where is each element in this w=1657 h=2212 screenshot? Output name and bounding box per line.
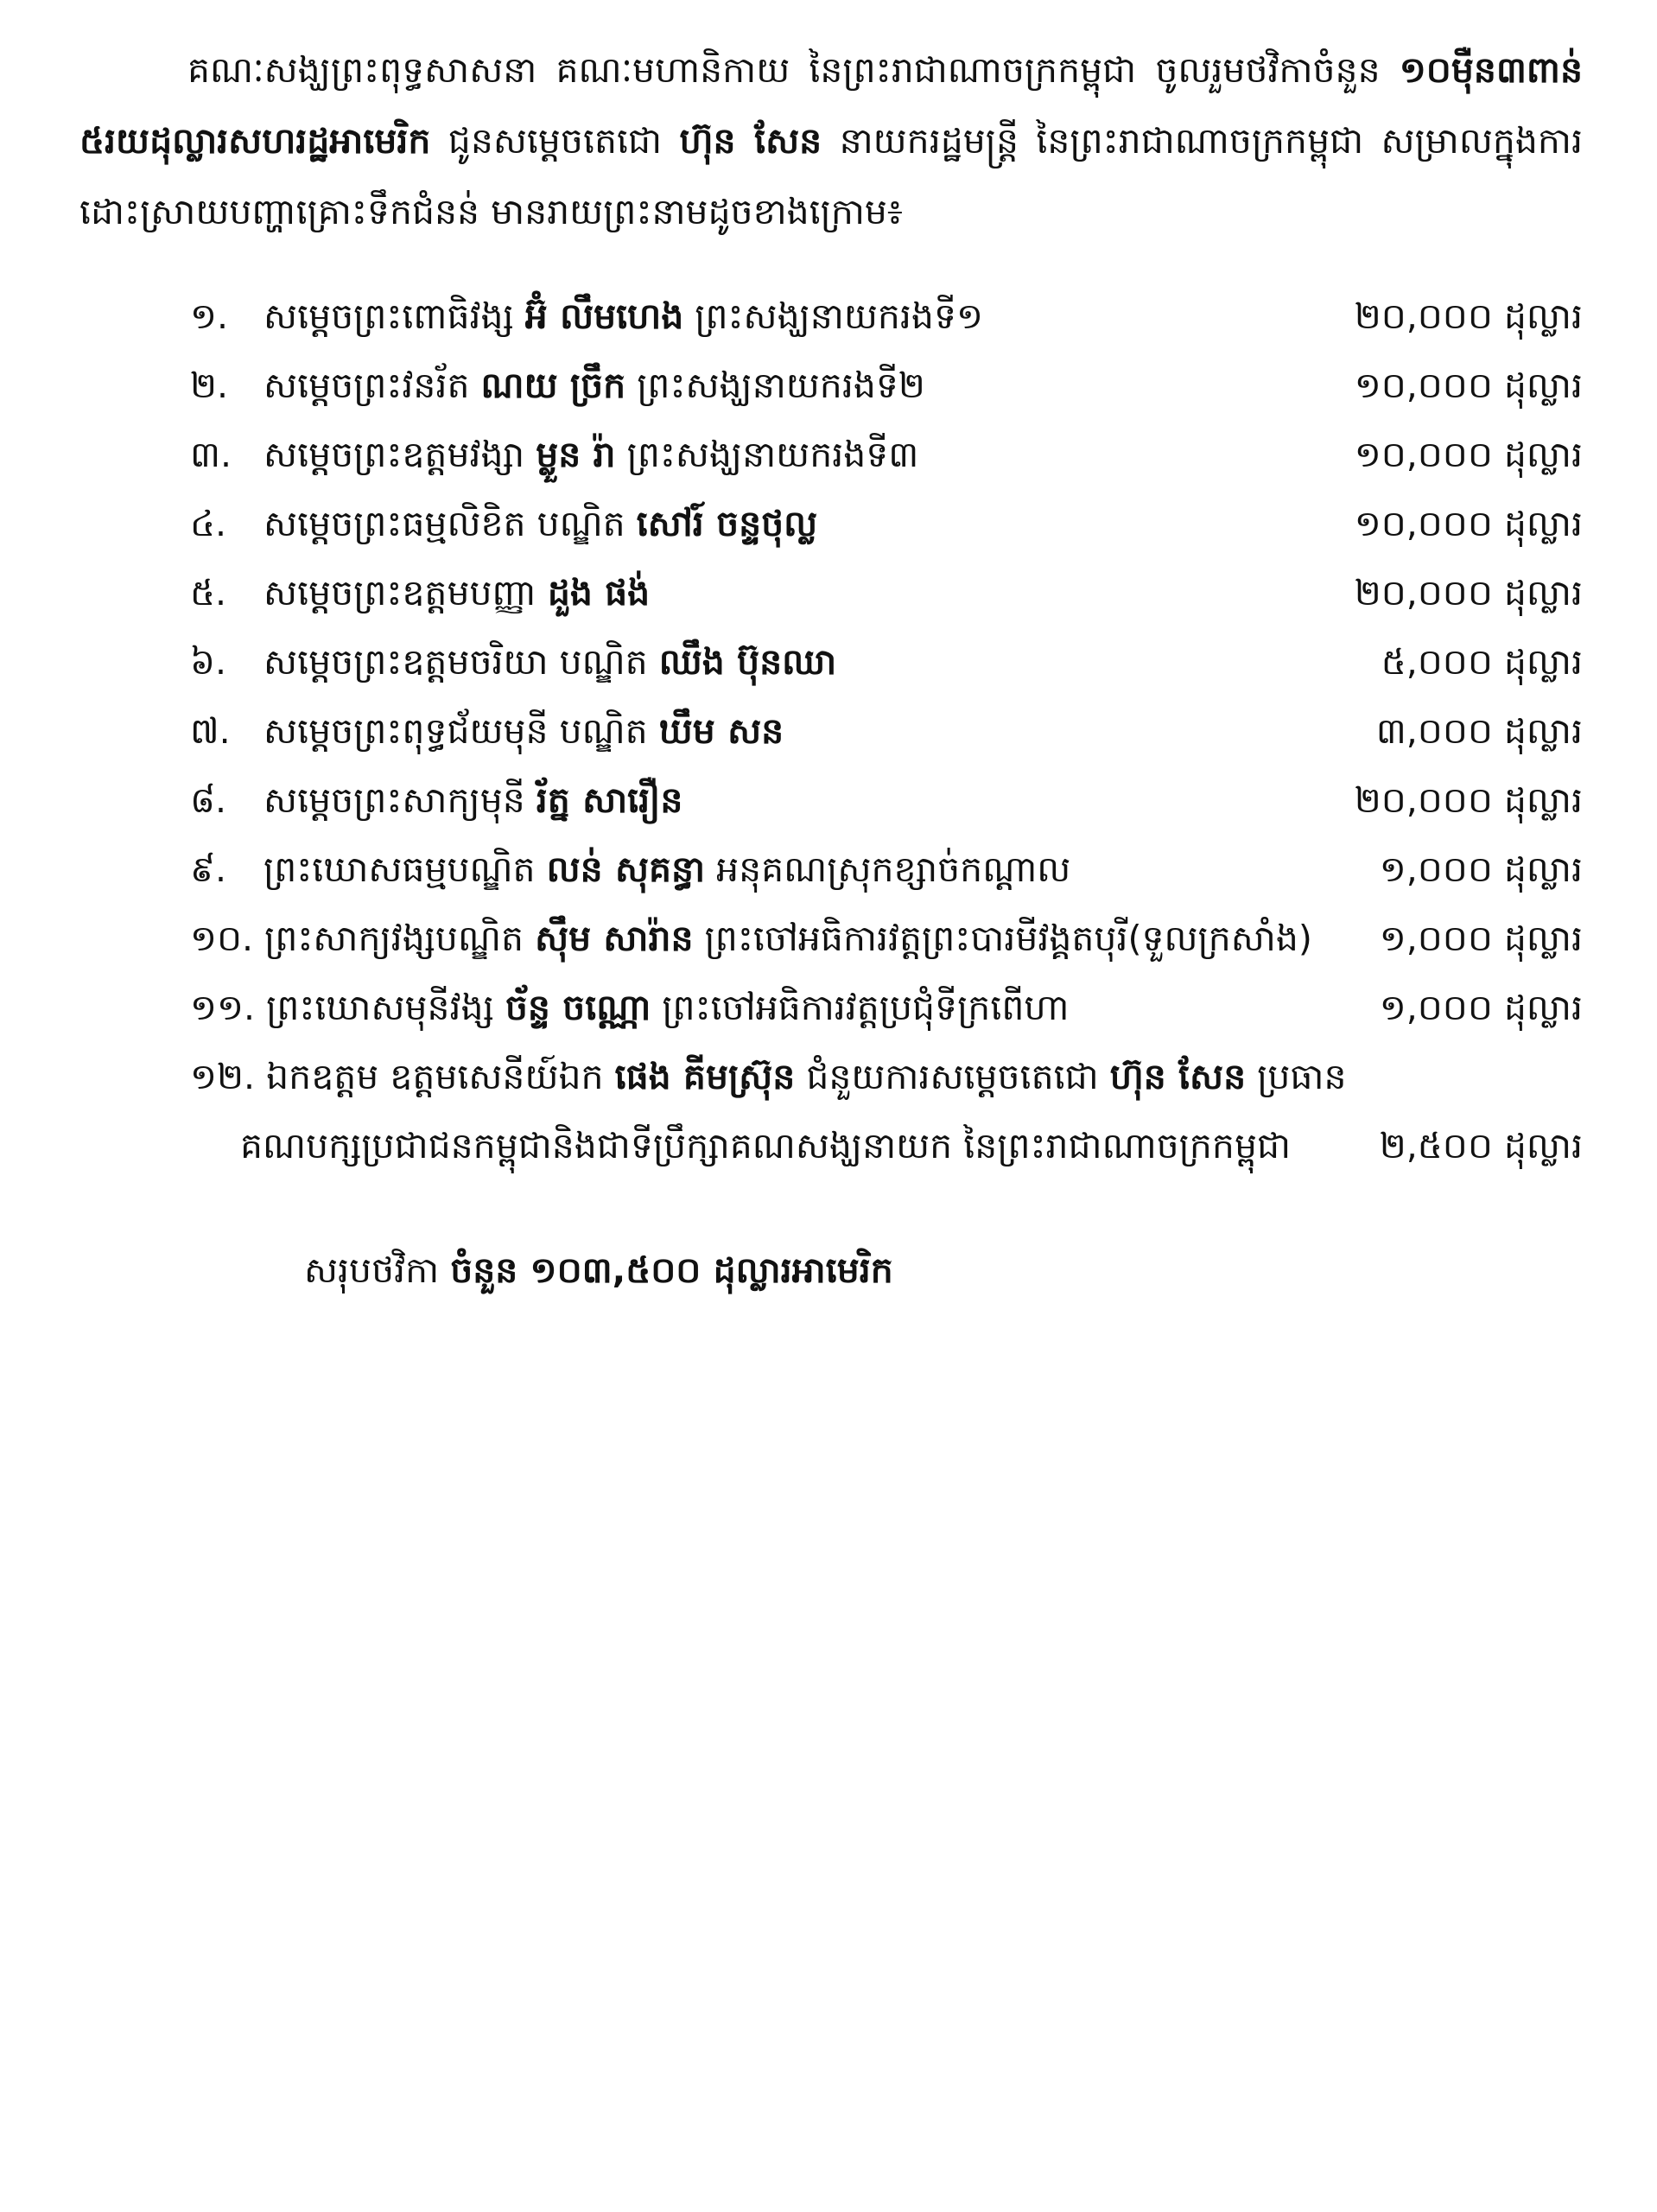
donor-item [190, 835, 1583, 904]
donor-title: ព្រះឃោសមុនីវង្ស [266, 987, 494, 1028]
donor-amount: ១០,០០០ ដុល្លារ [1354, 365, 1583, 406]
donor-amount: ១,០០០ ដុល្លារ [1379, 987, 1583, 1028]
donor-role: ព្រះសង្ឃនាយករងទី៣ [626, 434, 919, 475]
donor-number: ១២. [190, 1056, 256, 1097]
donor-amount: ២០,០០០ ដុល្លារ [1354, 572, 1583, 613]
donor-role: ព្រះចៅអធិការវត្តព្រះបារមីវង្គតបុរី(ទួលក្រសាំង) [704, 918, 1312, 959]
donor-title: សម្តេចព្រះវនរ័ត [263, 365, 470, 406]
donor-number: ១១. [190, 987, 256, 1028]
donor-number: ៣. [190, 434, 232, 475]
donor-item-12 [190, 1042, 1583, 1180]
total-value: ចំនួន ១០៣,៥០០ ដុល្លារអាមេរិក [450, 1249, 893, 1291]
intro-text-1: គណៈសង្ឃព្រះពុទ្ធសាសនា គណៈមហានិកាយ នៃព្រះរាជាណាចក្រកម្ពុជា ចូលរួមថវិកាចំនួន [187, 49, 1381, 91]
donor-title: ព្រះសាក្យវង្សបណ្ឌិត [264, 918, 524, 959]
donor-name: ឈឹង ប៊ុនឈា [658, 641, 837, 683]
intro-text-3: នាយករដ្ឋមន្ត្រី នៃព្រះរាជាណាចក្រកម្ពុជា សម្រាលក្នុងការដោះស្រាយបញ្ហាគ្រោះទឹកជំនន់ មានរាយព្រះនាមដូចខាងក្រោម៖ [79, 120, 1583, 232]
donor-title: សម្តេចព្រះពុទ្ធជ័យមុនី បណ្ឌិត [263, 710, 648, 752]
donor-number: ៨. [190, 779, 227, 821]
donor-name: ឃឹម សន [658, 710, 784, 752]
donor-amount: ១០,០០០ ដុល្លារ [1354, 503, 1583, 544]
donor-rows [190, 282, 1583, 1042]
donor-list [190, 282, 1583, 1180]
donor-title: សម្តេចព្រះសាក្យមុនី [263, 779, 525, 821]
donor-item [190, 351, 1583, 420]
donor-name: អ៊ំ លឹមហេង [524, 296, 684, 337]
intro-amount: ១០ម៉ឺន៣ពាន់ ៥រយដុល្លារសហរដ្ឋអាមេរិក [79, 49, 1583, 162]
donor-number: ៤. [190, 503, 227, 544]
donor-name: ច័ន្ទ ចណ្ណោ [505, 987, 651, 1028]
donor-item [190, 420, 1583, 489]
donor-title: សម្តេចព្រះធម្មលិខិត បណ្ឌិត [263, 503, 625, 544]
donor-amount: ១,០០០ ដុល្លារ [1379, 918, 1583, 959]
donor-name: ម្លួន រ៉ា [536, 434, 616, 475]
donor-item [190, 558, 1583, 627]
donor-amount: ១០,០០០ ដុល្លារ [1354, 434, 1583, 475]
donor-name: លន់ សុគន្ធា [546, 849, 706, 890]
donor-name: រ័ត្ន សារឿន [536, 779, 683, 821]
donor-amount: ២០,០០០ ដុល្លារ [1354, 779, 1583, 821]
donor-item [190, 489, 1583, 558]
donor-number: ១០. [190, 918, 254, 959]
donor-amount: ១,០០០ ដុល្លារ [1379, 849, 1583, 890]
donor-item-12-line1 [190, 1042, 1583, 1111]
donor-item [190, 282, 1583, 351]
donor-pm-name: ហ៊ុន សែន [1109, 1056, 1247, 1097]
donor-amount: ២០,០០០ ដុល្លារ [1354, 296, 1583, 337]
donor-role: អនុគណស្រុកខ្សាច់កណ្តាល [716, 849, 1071, 890]
donor-number: ៧. [190, 710, 231, 752]
donor-amount: ៣,០០០ ដុល្លារ [1375, 710, 1583, 752]
donor-role-continued: គណបក្សប្រជាជនកម្ពុជានិងជាទីប្រឹក្សាគណសង្ឃនាយក នៃព្រះរាជាណាចក្រកម្ពុជា [240, 1125, 1292, 1166]
donor-role: ជំនួយការសម្តេចតេជោ [806, 1056, 1099, 1097]
total-line [304, 1236, 893, 1305]
donor-number: ២. [190, 365, 229, 406]
donor-name: ផេង គីមស៊្រុន [614, 1056, 796, 1097]
intro-paragraph [79, 35, 1583, 247]
donor-title: សម្តេចព្រះឧត្តមចរិយា បណ្ឌិត [263, 641, 648, 683]
donor-title: សម្តេចព្រះពោធិវង្ស [263, 296, 514, 337]
donor-number: ៩. [190, 849, 227, 890]
donor-role-suffix: ប្រធាន [1257, 1056, 1347, 1097]
donor-amount: ២,៥០០ ដុល្លារ [1379, 1125, 1583, 1166]
donor-role: ព្រះសង្ឃនាយករងទី១ [695, 296, 984, 337]
donor-item [190, 627, 1583, 696]
donor-number: ៥. [190, 572, 227, 613]
donor-title: ឯកឧត្តម ឧត្តមសេនីយ៍ឯក [266, 1056, 604, 1097]
donor-item [190, 904, 1583, 973]
donor-title: សម្តេចព្រះឧត្តមបញ្ញា [263, 572, 536, 613]
intro-text-2: ជូនសម្តេចតេជោ [448, 120, 663, 162]
donor-number: ៦. [190, 641, 227, 683]
donor-name: ស៊ឹម សារ៉ាន [535, 918, 694, 959]
donor-number: ១. [190, 296, 229, 337]
total-label: សរុបថវិកា [304, 1249, 440, 1291]
donor-name: ដួង ផង់ [547, 572, 651, 613]
intro-name: ហ៊ុន សែន [679, 120, 822, 162]
donor-role: ព្រះសង្ឃនាយករងទី២ [637, 365, 925, 406]
donor-item [190, 973, 1583, 1042]
donor-title: ព្រះឃោសធម្មបណ្ឌិត [263, 849, 536, 890]
donor-item [190, 696, 1583, 766]
donor-name: ណយ ច្រឹក [480, 365, 626, 406]
donor-role: ព្រះចៅអធិការវត្តប្រជុំទីក្រពើហា [662, 987, 1070, 1028]
donor-name: សៅរ៍ ចន្ទថុល្ល [636, 503, 818, 544]
donor-title: សម្តេចព្រះឧត្តមវង្សា [263, 434, 525, 475]
donor-item [190, 766, 1583, 835]
donor-amount: ៥,០០០ ដុល្លារ [1381, 641, 1583, 683]
donor-item-12-line2 [190, 1111, 1583, 1180]
